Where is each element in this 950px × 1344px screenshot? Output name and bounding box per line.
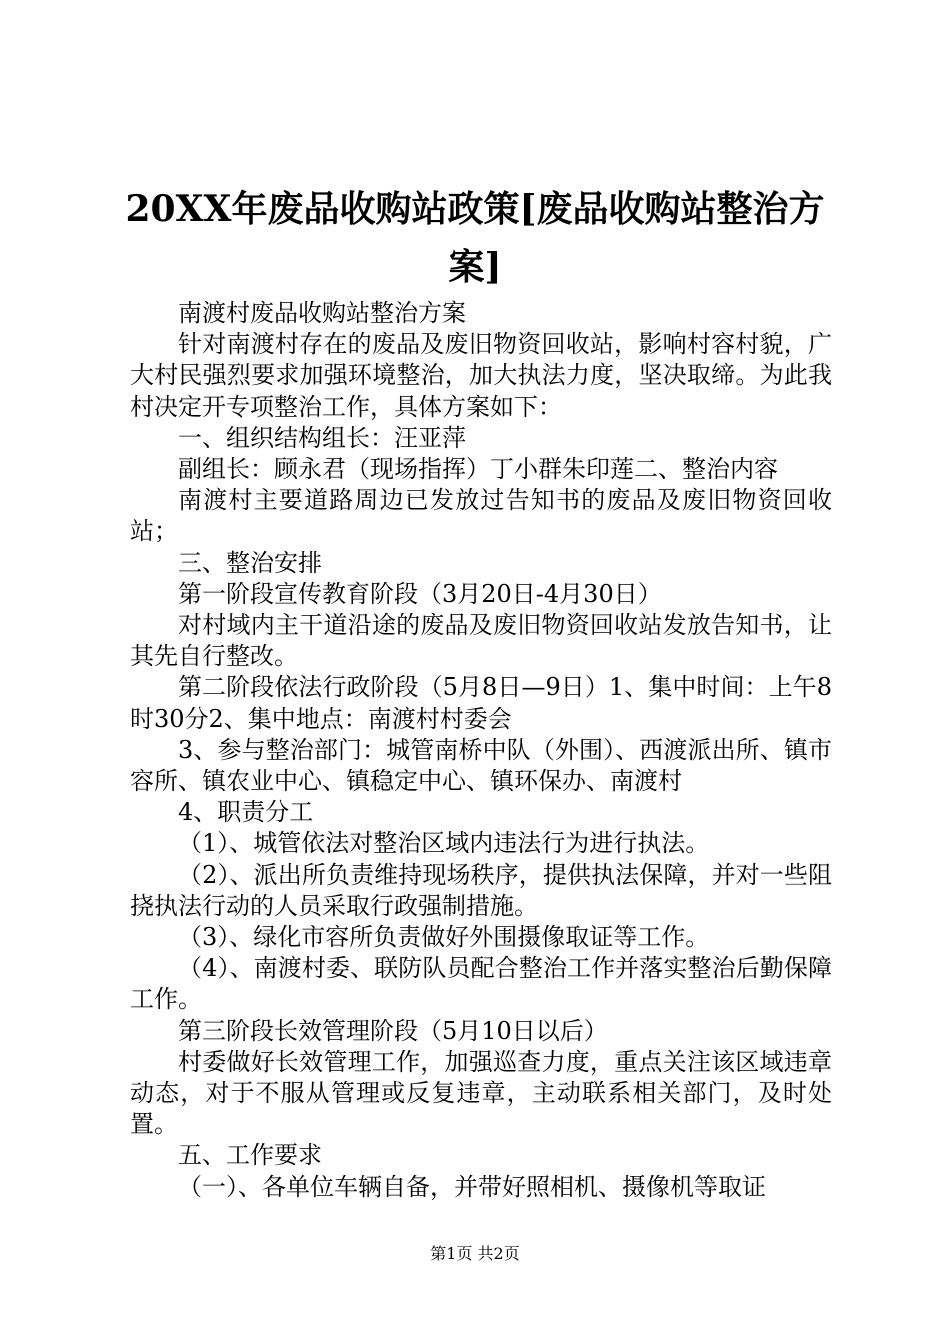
paragraph: （3）、绿化市容所负责做好外围摄像取证等工作。 — [178, 923, 710, 952]
paragraph: 五、工作要求 — [178, 1141, 322, 1170]
paragraph: 4、职责分工 — [178, 798, 314, 827]
page-footer: 第1页 共2页 — [430, 1244, 520, 1263]
paragraph: （1）、城管依法对整治区域内违法行为进行执法。 — [178, 829, 710, 858]
paragraph: 第二阶段依法行政阶段（5月8日—9日）1、集中时间：上午8时30分2、集中地点：南渡村村委会 — [130, 673, 832, 733]
paragraph: （4）、南渡村委、联防队员配合整治工作并落实整治后勤保障工作。 — [130, 954, 832, 1014]
paragraph: 副组长：顾永君（现场指挥）丁小群朱印莲二、整治内容 — [178, 455, 778, 484]
paragraph: 针对南渡村存在的废品及废旧物资回收站，影响村容村貌，广大村民强烈要求加强环境整治，加大执法力度，坚决取缔。为此我村决定开专项整治工作，具体方案如下： — [130, 330, 832, 421]
paragraph: 南渡村废品收购站整治方案 — [178, 299, 466, 327]
paragraph: 一、组织结构组长：汪亚萍 — [178, 423, 466, 452]
paragraph: 第一阶段宣传教育阶段（3月20日-4月30日） — [178, 579, 662, 608]
paragraph: （一）、各单位车辆自备，并带好照相机、摄像机等取证 — [178, 1172, 766, 1201]
paragraph: 村委做好长效管理工作，加强巡查力度，重点关注该区域违章动态，对于不服从管理或反复违章，主动联系相关部门，及时处置。 — [130, 1047, 832, 1139]
paragraph: 3、参与整治部门：城管南桥中队（外围）、西渡派出所、镇市容所、镇农业中心、镇稳定中心、镇环保办、南渡村 — [130, 735, 832, 796]
paragraph: 南渡村主要道路周边已发放过告知书的废品及废旧物资回收站； — [130, 486, 832, 546]
paragraph: 对村域内主干道沿途的废品及废旧物资回收站发放告知书，让其先自行整改。 — [130, 611, 832, 671]
paragraph: （2）、派出所负责维持现场秩序，提供执法保障，并对一些阻挠执法行动的人员采取行政强制措施。 — [130, 860, 832, 920]
paragraph: 第三阶段长效管理阶段（5月10日以后） — [178, 1016, 608, 1045]
paragraph: 三、整治安排 — [178, 548, 322, 577]
document-title: 20XX年废品收购站政策[废品收购站整治方案] — [125, 188, 825, 288]
document-body — [130, 298, 832, 1203]
